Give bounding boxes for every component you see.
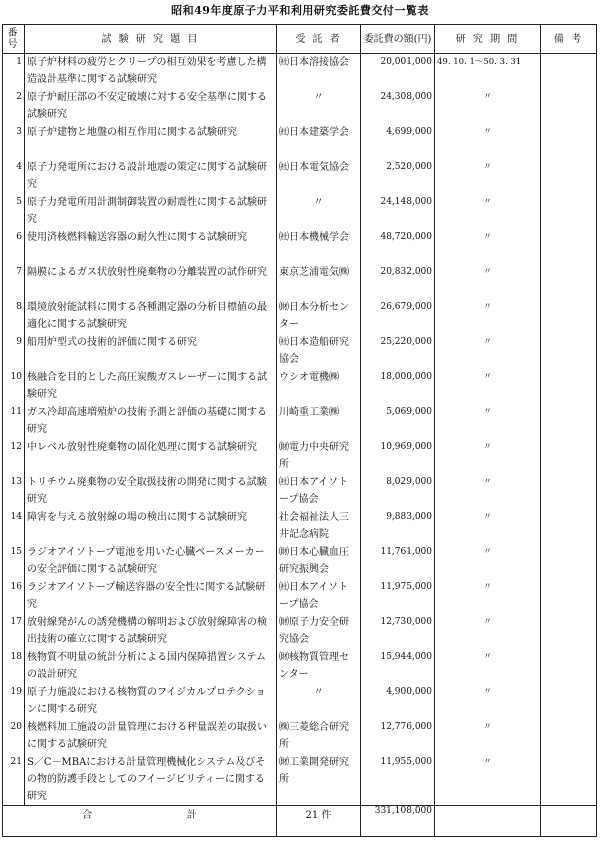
row-subject: 隔膜によるガス状放射性廃棄物の分離装置の試作研究 [25, 264, 277, 299]
total-label-cell [3, 806, 277, 837]
row-remarks [541, 509, 597, 544]
row-number: 6 [3, 229, 25, 264]
row-subject: 放射線発がんの誘発機構の解明および放射線障害の検出技術の確立に関する試験研究 [25, 614, 277, 649]
row-number: 13 [3, 474, 25, 509]
row-amount: 10,969,000 [361, 439, 435, 474]
table-row [3, 229, 597, 264]
row-period: 〃 [435, 264, 541, 299]
row-consignee: ㈳日本電気協会 [277, 159, 361, 194]
row-consignee: ㈶工業開発研究所 [277, 754, 361, 806]
row-number: 18 [3, 649, 25, 684]
row-remarks [541, 89, 597, 124]
row-amount: 12,776,000 [361, 719, 435, 754]
row-remarks [541, 439, 597, 474]
row-amount: 20,001,000 [361, 54, 435, 90]
row-subject: 原子力発電所用計測制御装置の耐震性に関する試験研究 [25, 194, 277, 229]
table-row [3, 159, 597, 194]
row-period: 〃 [435, 684, 541, 719]
row-amount: 2,520,000 [361, 159, 435, 194]
row-subject: ラジオアイソトープ電池を用いた心臓ペースメーカーの安全評価に関する試験研究 [25, 544, 277, 579]
row-number: 19 [3, 684, 25, 719]
header-no: 番号 [3, 25, 25, 54]
row-number: 4 [3, 159, 25, 194]
row-period: 〃 [435, 474, 541, 509]
row-subject: 原子炉建物と地盤の相互作用に関する試験研究 [25, 124, 277, 159]
row-period: 〃 [435, 754, 541, 806]
row-subject: 原子炉材料の疲労とクリープの相互効果を考慮した構造設計基準に関する試験研究 [25, 54, 277, 90]
row-number: 2 [3, 89, 25, 124]
row-remarks [541, 614, 597, 649]
row-period: 〃 [435, 404, 541, 439]
row-consignee: 〃 [277, 194, 361, 229]
row-remarks [541, 719, 597, 754]
row-remarks [541, 229, 597, 264]
table-row [3, 544, 597, 579]
row-subject: 使用済核燃料輸送容器の耐久性に関する試験研究 [25, 229, 277, 264]
row-period: 〃 [435, 334, 541, 369]
row-amount: 11,761,000 [361, 544, 435, 579]
row-remarks [541, 544, 597, 579]
row-consignee: ㈳日本機械学会 [277, 229, 361, 264]
row-period: 〃 [435, 194, 541, 229]
header-period: 研 究 期 間 [435, 25, 541, 54]
row-remarks [541, 474, 597, 509]
row-remarks [541, 404, 597, 439]
total-period [435, 806, 541, 837]
row-consignee: ㈳日本アイソトープ協会 [277, 579, 361, 614]
row-subject: 核物質不明量の統計分析による国内保障措置システムの設計研究 [25, 649, 277, 684]
row-amount: 25,220,000 [361, 334, 435, 369]
row-amount: 15,944,000 [361, 649, 435, 684]
row-consignee: 社会福祉法人三井記念病院 [277, 509, 361, 544]
total-remarks [541, 806, 597, 837]
total-amount: 331,108,000 [361, 806, 435, 837]
table-row [3, 54, 597, 90]
row-consignee: ㈳日本溶接協会 [277, 54, 361, 90]
row-subject: 障害を与える放射線の場の検出に関する試験研究 [25, 509, 277, 544]
row-consignee: 川崎重工業㈱ [277, 404, 361, 439]
header-consignee: 受 託 者 [277, 25, 361, 54]
row-remarks [541, 684, 597, 719]
row-remarks [541, 194, 597, 229]
row-consignee: ㈶日本分析センター [277, 299, 361, 334]
header-row [3, 25, 597, 54]
table-row [3, 404, 597, 439]
row-consignee: 〃 [277, 684, 361, 719]
row-subject: 原子炉耐圧部の不安定破壊に対する安全基準に関する試験研究 [25, 89, 277, 124]
row-amount: 18,000,000 [361, 369, 435, 404]
total-label-left: 合 [82, 810, 93, 821]
row-number: 8 [3, 299, 25, 334]
row-period: 〃 [435, 299, 541, 334]
row-period: 〃 [435, 544, 541, 579]
row-consignee: ㈶原子力安全研究協会 [277, 614, 361, 649]
row-amount: 4,699,000 [361, 124, 435, 159]
table-row [3, 614, 597, 649]
table-row [3, 299, 597, 334]
table-row [3, 474, 597, 509]
row-subject: 中レベル放射性廃棄物の固化処理に関する試験研究 [25, 439, 277, 474]
row-number: 12 [3, 439, 25, 474]
row-number: 10 [3, 369, 25, 404]
row-subject: S／C－MBAにおける計量管理機械化システム及びその物的防護手段としてのフイージビリティーに関する研究 [25, 754, 277, 806]
row-amount: 26,679,000 [361, 299, 435, 334]
table-body [3, 54, 597, 806]
row-amount: 11,955,000 [361, 754, 435, 806]
row-remarks [541, 124, 597, 159]
row-amount: 24,148,000 [361, 194, 435, 229]
header-remarks: 備 考 [541, 25, 597, 54]
row-amount: 24,308,000 [361, 89, 435, 124]
row-period: 〃 [435, 649, 541, 684]
table-row [3, 194, 597, 229]
row-number: 7 [3, 264, 25, 299]
row-consignee: 〃 [277, 89, 361, 124]
row-remarks [541, 264, 597, 299]
table-row [3, 684, 597, 719]
row-period: 〃 [435, 719, 541, 754]
table-row [3, 369, 597, 404]
header-subject: 試 験 研 究 題 目 [25, 25, 277, 54]
row-remarks [541, 54, 597, 90]
row-number: 16 [3, 579, 25, 614]
row-subject: 環境放射能試料に関する各種測定器の分析目標値の最適化に関する試験研究 [25, 299, 277, 334]
row-number: 5 [3, 194, 25, 229]
row-amount: 4,900,000 [361, 684, 435, 719]
row-number: 21 [3, 754, 25, 806]
row-number: 11 [3, 404, 25, 439]
table-row [3, 124, 597, 159]
row-consignee: ㈶電力中央研究所 [277, 439, 361, 474]
row-number: 14 [3, 509, 25, 544]
row-amount: 8,029,000 [361, 474, 435, 509]
row-consignee: ㈶日本心臓血圧研究振興会 [277, 544, 361, 579]
row-remarks [541, 649, 597, 684]
row-consignee: ㈳日本アイソトープ協会 [277, 474, 361, 509]
row-number: 1 [3, 54, 25, 90]
row-subject: ガス冷却高速増殖炉の技術予測と評価の基礎に関する研究 [25, 404, 277, 439]
row-consignee: ウシオ電機㈱ [277, 369, 361, 404]
total-count: 21 件 [277, 806, 361, 837]
row-period: 49. 10. 1～50. 3. 31 [435, 54, 541, 90]
row-remarks [541, 159, 597, 194]
row-remarks [541, 299, 597, 334]
research-table [2, 24, 597, 837]
row-number: 15 [3, 544, 25, 579]
table-row [3, 754, 597, 806]
table-row [3, 334, 597, 369]
row-consignee: ㈱三菱総合研究所 [277, 719, 361, 754]
row-number: 9 [3, 334, 25, 369]
header-amount: 委託費の額(円) [361, 25, 435, 54]
row-period: 〃 [435, 159, 541, 194]
row-amount: 11,975,000 [361, 579, 435, 614]
row-consignee: 東京芝浦電気㈱ [277, 264, 361, 299]
row-period: 〃 [435, 369, 541, 404]
row-remarks [541, 754, 597, 806]
row-period: 〃 [435, 579, 541, 614]
row-subject: 核燃料加工施設の計量管理における秤量誤差の取扱いに関する試験研究 [25, 719, 277, 754]
row-period: 〃 [435, 509, 541, 544]
row-consignee: ㈳日本建築学会 [277, 124, 361, 159]
table-row [3, 89, 597, 124]
row-remarks [541, 579, 597, 614]
table-row [3, 649, 597, 684]
row-subject: 船用炉型式の技術的評価に関する研究 [25, 334, 277, 369]
table-row [3, 719, 597, 754]
row-number: 20 [3, 719, 25, 754]
row-period: 〃 [435, 614, 541, 649]
table-row [3, 439, 597, 474]
row-subject: トリチウム廃棄物の安全取扱技術の開発に関する試験研究 [25, 474, 277, 509]
row-remarks [541, 334, 597, 369]
row-amount: 48,720,000 [361, 229, 435, 264]
row-period: 〃 [435, 89, 541, 124]
row-subject: 核融合を目的とした高圧炭酸ガスレーザーに関する試験研究 [25, 369, 277, 404]
row-consignee: ㈶核物質管理センター [277, 649, 361, 684]
row-remarks [541, 369, 597, 404]
row-amount: 20,832,000 [361, 264, 435, 299]
row-period: 〃 [435, 229, 541, 264]
row-subject: ラジオアイソトープ輸送容器の安全性に関する試験研究 [25, 579, 277, 614]
row-number: 17 [3, 614, 25, 649]
row-subject: 原子力発電所における設計地震の策定に関する試験研究 [25, 159, 277, 194]
table-row [3, 264, 597, 299]
total-row [3, 806, 597, 837]
row-amount: 9,883,000 [361, 509, 435, 544]
row-number: 3 [3, 124, 25, 159]
row-subject: 原子力施設における核物質のフイジカルプロテクションに関する研究 [25, 684, 277, 719]
table-row [3, 509, 597, 544]
total-label-right: 計 [186, 810, 197, 821]
row-amount: 5,069,000 [361, 404, 435, 439]
table-row [3, 579, 597, 614]
row-amount: 12,730,000 [361, 614, 435, 649]
row-consignee: ㈳日本造船研究協会 [277, 334, 361, 369]
page-title: 昭和49年度原子力平和利用研究委託費交付一覧表 [171, 4, 429, 17]
row-period: 〃 [435, 124, 541, 159]
row-period: 〃 [435, 439, 541, 474]
